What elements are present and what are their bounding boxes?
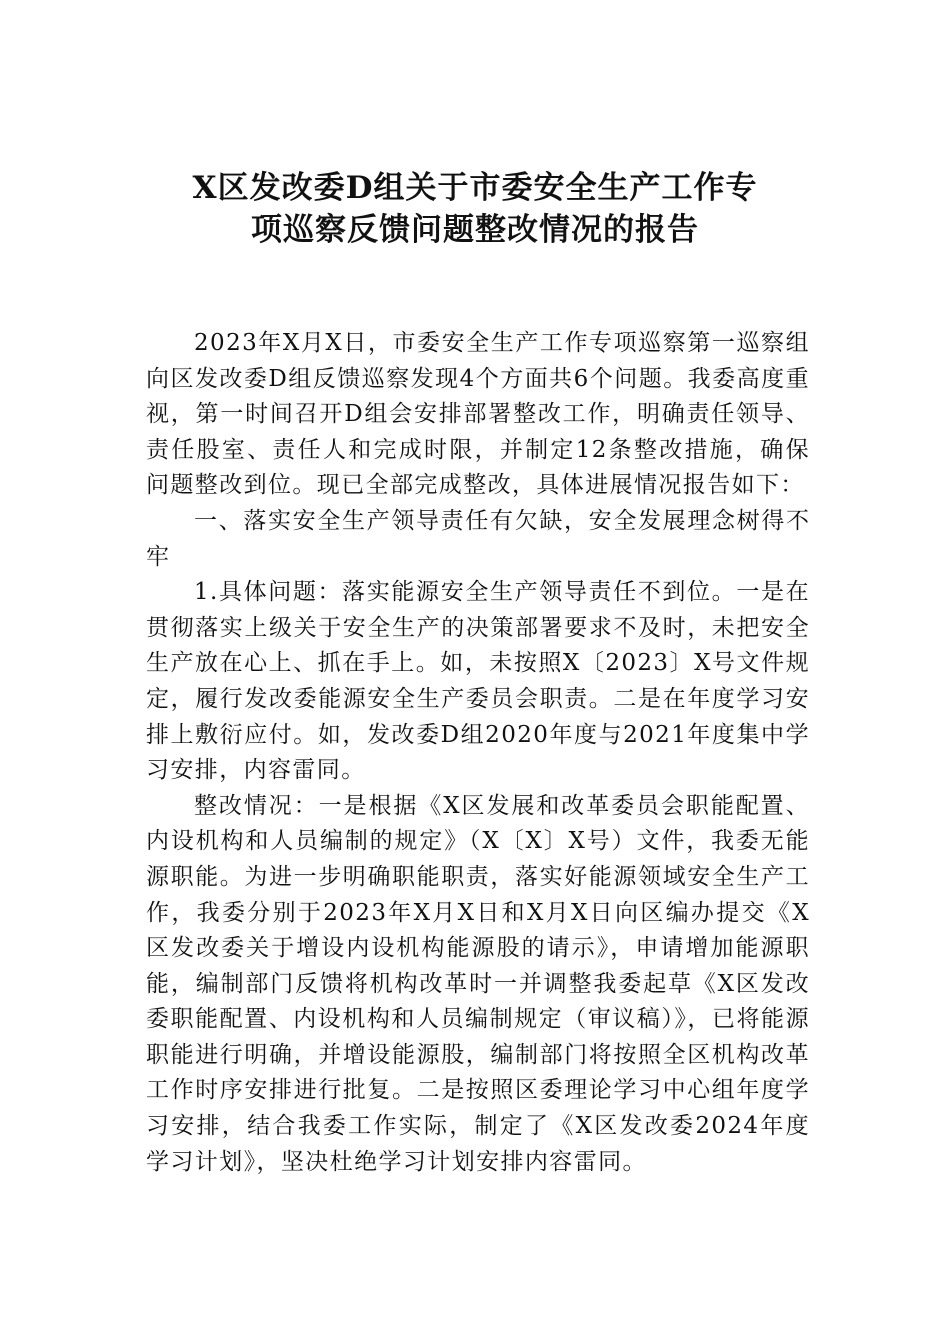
problem-1-paragraph: 1.具体问题：落实能源安全生产领导责任不到位。一是在贯彻落实上级关于安全生产的决策部署要求不及时，未把安全生产放在心上、抓在手上。如，未按照X〔2023〕X号文件规定，履行发改委能源安全生产委员会职责。二是在年度学习安排上敷衍应付。如，发改委D组2020年度与2021年度集中学习安排，内容雷同。 bbox=[146, 579, 810, 784]
document-body bbox=[146, 326, 810, 1180]
intro-paragraph: 2023年X月X日，市委安全生产工作专项巡察第一巡察组向区发改委D组反馈巡察发现4个方面共6个问题。我委高度重视，第一时间召开D组会安排部署整改工作，明确责任领导、责任股室、责任人和完成时限，并制定12条整改措施，确保问题整改到位。现已全部完成整改，具体进展情况报告如下： bbox=[146, 330, 810, 499]
document-title-line-1: X区发改委D组关于市委安全生产工作专 bbox=[192, 170, 758, 206]
section-1-heading: 一、落实安全生产领导责任有欠缺，安全发展理念树得不牢 bbox=[146, 507, 810, 570]
document-title-line-2: 项巡察反馈问题整改情况的报告 bbox=[251, 212, 699, 248]
rectification-1-paragraph: 整改情况：一是根据《X区发展和改革委员会职能配置、内设机构和人员编制的规定》（X〔X〕X号）文件，我委无能源职能。为进一步明确职能职责，落实好能源领域安全生产工作，我委分别于2023年X月X日和X月X日向区编办提交《X区发改委关于增设内设机构能源股的请示》，申请增加能源职能，编制部门反馈将机构改革时一并调整我委起草《X区发改委职能配置、内设机构和人员编制规定（审议稿）》，已将能源职能进行明确，并增设能源股，编制部门将按照全区机构改革工作时序安排进行批复。二是按照区委理论学习中心组年度学习安排，结合我委工作实际，制定了《X区发改委2024年度学习计划》，坚决杜绝学习计划安排内容雷同。 bbox=[146, 792, 810, 1175]
